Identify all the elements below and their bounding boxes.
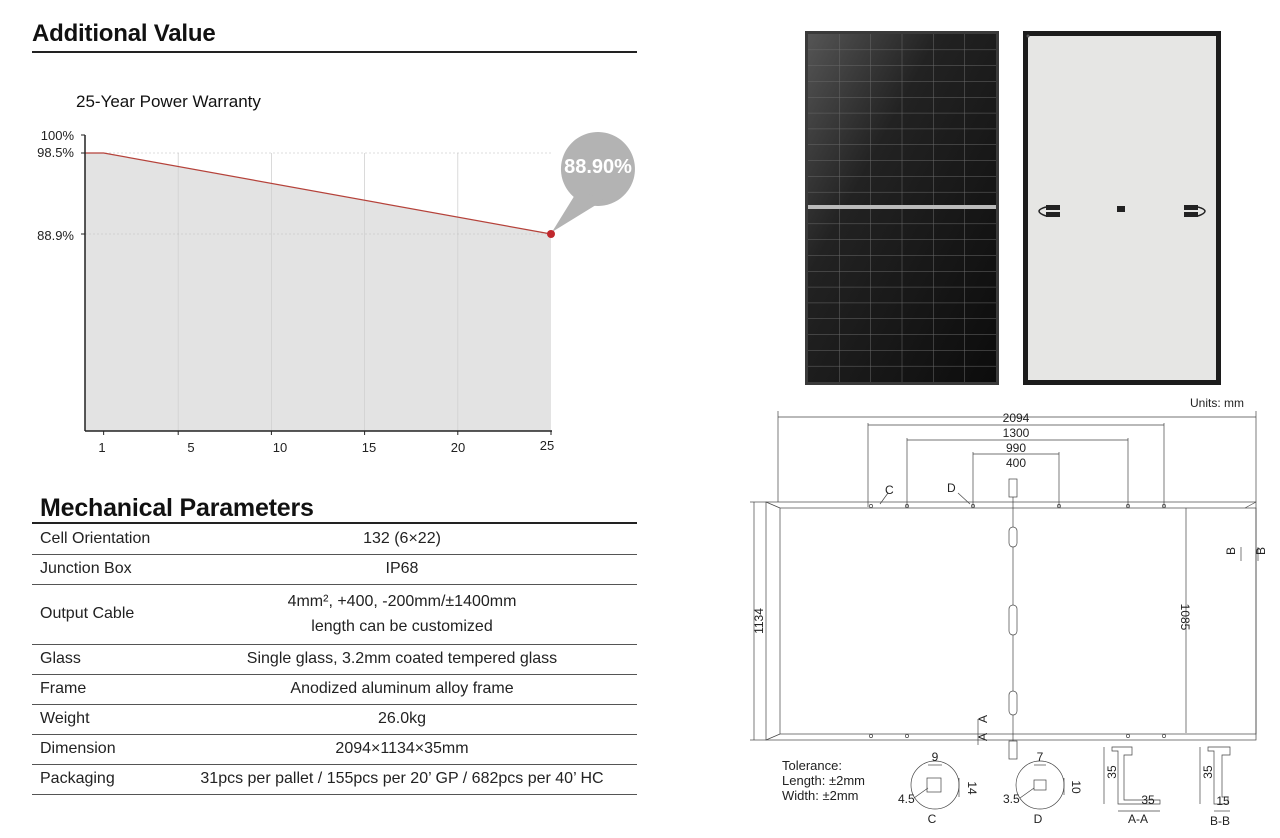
- chart-title: 25-Year Power Warranty: [76, 92, 261, 111]
- tolerance-length: Length: ±2mm: [782, 773, 866, 788]
- dim-400: 400: [1005, 456, 1027, 470]
- row-value: 26.0kg: [167, 704, 637, 734]
- mark-b-left: B: [1224, 546, 1238, 555]
- xtick-25: 25: [539, 438, 555, 453]
- xtick-20: 20: [450, 440, 466, 455]
- detail-bb-label: B-B: [1209, 814, 1231, 828]
- table-row: [32, 584, 637, 644]
- mechanical-table: [32, 524, 637, 795]
- detail-c-label: C: [927, 812, 937, 826]
- row-value: 132 (6×22): [167, 524, 637, 554]
- detail-aa-label: A-A: [1127, 812, 1149, 826]
- row-value: IP68: [167, 554, 637, 584]
- xtick-1: 1: [98, 440, 106, 455]
- row-value: Single glass, 3.2mm coated tempered glass: [167, 644, 637, 674]
- mechanical-heading: Mechanical Parameters: [40, 494, 314, 522]
- row-value-line2: length can be customized: [311, 618, 493, 635]
- detail-c-w: 9: [931, 750, 939, 764]
- row-value-line1: 4mm², +400, -200mm/±1400mm: [287, 593, 517, 610]
- ytick-100: 100%: [40, 128, 74, 143]
- warranty-area: [85, 153, 551, 431]
- row-value: 2094×1134×35mm: [167, 734, 637, 764]
- dim-1085: 1085: [1178, 603, 1192, 631]
- table-row: [32, 674, 637, 704]
- table-row: [32, 524, 637, 554]
- detail-c-d: 4.5: [898, 792, 915, 806]
- row-label: Glass: [32, 644, 167, 674]
- xtick-15: 15: [361, 440, 377, 455]
- panel-back-image: [1023, 31, 1221, 385]
- row-label: Frame: [32, 674, 167, 704]
- mark-a-bottom: A: [976, 732, 990, 741]
- row-label: Weight: [32, 704, 167, 734]
- detail-c-h: 14: [965, 781, 979, 795]
- detail-aa-h: 35: [1105, 765, 1119, 779]
- detail-d-h: 10: [1069, 780, 1083, 794]
- table-row: [32, 734, 637, 764]
- row-label: Cell Orientation: [32, 524, 167, 554]
- row-value: 31pcs per pallet / 155pcs per 20’ GP / 682pcs per 40’ HC: [167, 764, 637, 794]
- row-label: Junction Box: [32, 554, 167, 584]
- tolerance-width: Width: ±2mm: [782, 788, 859, 803]
- detail-d-w: 7: [1036, 750, 1044, 764]
- detail-aa-w: 35: [1141, 793, 1155, 807]
- mark-b-right: B: [1254, 546, 1268, 555]
- mark-d: D: [947, 481, 956, 495]
- dim-2094: 2094: [1002, 411, 1030, 425]
- detail-d-d: 3.5: [1003, 792, 1020, 806]
- badge-label: 88.90%: [564, 156, 632, 178]
- dim-1300: 1300: [1002, 426, 1030, 440]
- ytick-88-9: 88.9%: [37, 228, 74, 243]
- tolerance-block: [782, 758, 865, 803]
- row-value: Anodized aluminum alloy frame: [167, 674, 637, 704]
- table-row: [32, 764, 637, 794]
- row-label: Output Cable: [32, 584, 167, 644]
- panel-images: [800, 28, 1230, 390]
- dim-1134: 1134: [752, 608, 766, 634]
- detail-bb-w: 15: [1216, 794, 1230, 808]
- units-label: Units: mm: [1190, 396, 1244, 410]
- table-row: [32, 644, 637, 674]
- table-row: [32, 704, 637, 734]
- panel-front-image: [805, 31, 999, 385]
- detail-d-label: D: [1033, 812, 1043, 826]
- end-marker: [547, 230, 555, 238]
- dim-990: 990: [1005, 441, 1027, 455]
- mark-c: C: [885, 483, 894, 497]
- additional-value-heading: Additional Value: [32, 20, 216, 47]
- tolerance-title: Tolerance:: [782, 758, 842, 773]
- row-label: Dimension: [32, 734, 167, 764]
- mark-a-top: A: [976, 714, 990, 723]
- ytick-98-5: 98.5%: [37, 145, 74, 160]
- xtick-5: 5: [187, 440, 195, 455]
- table-row: [32, 554, 637, 584]
- junction-box-icon: [1117, 206, 1125, 212]
- detail-bb-h: 35: [1201, 765, 1215, 779]
- xtick-10: 10: [272, 440, 288, 455]
- warranty-chart: [0, 0, 640, 470]
- row-label: Packaging: [32, 764, 167, 794]
